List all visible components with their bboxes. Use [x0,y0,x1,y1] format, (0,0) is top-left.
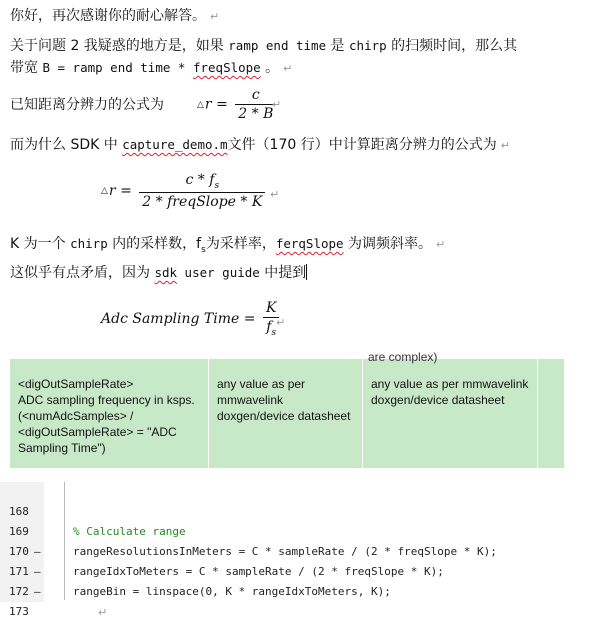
question-line-2 [10,58,292,79]
line-number: 171 [9,565,29,578]
text-segment: 是 [326,38,350,54]
numerator: c [251,87,260,103]
definition-line [10,234,445,260]
table-cell-text: any value as per mmwavelink doxgen/device datasheet [217,377,351,423]
fraction [139,172,265,210]
code-text: rangeIdxToMeters = C * sampleRate / (2 * freqSlope * K); [73,565,444,578]
table-cell [363,359,538,468]
code-term: ramp end time [228,38,327,53]
table-cell [10,359,209,468]
paragraph-mark-icon: ↵ [270,188,280,201]
line-number: 168 [9,505,29,518]
greeting-text: 你好，再次感谢你的耐心解答。 [10,8,206,24]
text-segment: 内的采样数，f [107,236,202,252]
sdk-question-line [10,135,510,156]
subscript: s [271,327,277,338]
text-segment: 带宽 [10,60,43,76]
paragraph-mark-icon: ↵ [436,238,446,251]
text-segment: 为调频斜率。 [343,236,433,252]
numerator [183,172,223,192]
greeting-line [10,6,219,27]
denominator: 2 * B [235,104,276,122]
line-marker: — [34,545,41,558]
equals-sign: = [120,182,132,199]
spellcheck-word: sdk [154,265,178,280]
paragraph-mark-icon: ↵ [500,139,510,152]
paragraph-mark-icon: ↵ [98,606,108,619]
numerator: K [265,300,277,316]
text-segment: 而为什么 SDK 中 [10,137,123,153]
formula-sdk-range-resolution [101,172,268,210]
text-segment: K 为一个 [10,236,71,252]
line-number: 172 [9,585,29,598]
code-line [0,482,29,518]
code-text: rangeBin = linspace(0, K * rangeIdxToMeters, K); [73,585,391,598]
formula-lhs: Adc Sampling Time [101,310,240,327]
line-marker: — [34,565,41,578]
line-marker: — [34,585,41,598]
paragraph-mark-icon: ↵ [210,10,220,23]
line-number: 173 [9,605,29,618]
contradiction-line [10,263,307,283]
numerator-text: c * f [185,172,215,188]
text-segment: 这似乎有点矛盾，因为 [10,265,155,281]
text-segment: 中提到 [259,265,307,281]
text-segment: 的扫频时间，那么其 [386,38,518,54]
formula-range-resolution [197,87,282,122]
code-text: rangeResolutionsInMeters = C * sampleRate / (2 * freqSlope * K); [73,545,497,558]
code-fold-line [64,482,65,600]
user-guide-table-snippet [10,350,564,468]
question-line-1 [10,36,517,56]
spellcheck-word: freqSlope [192,60,261,75]
denominator-text: f [266,319,272,335]
code-term: B = ramp end time * [42,60,193,75]
delta-symbol: △ [101,185,108,196]
denominator: 2 * freqSlope * K [139,192,265,210]
code-line [0,502,186,538]
formula-lhs: r [204,96,212,113]
spellcheck-word: ferqSlope [275,236,344,251]
code-term: user guide [177,265,260,280]
delta-symbol: △ [197,99,204,110]
text-segment: 关于问题 2 我疑惑的地方是，如果 [10,38,229,54]
code-term: chirp [70,236,108,251]
cut-off-text: are complex) [368,350,438,364]
paragraph-mark-icon: ↵ [272,98,282,111]
text-cursor [306,264,307,280]
table-cell-text: <digOutSampleRate> ADC sampling frequency in ksps. (<numAdcSamples> / <digOutSampleRate> = "ADC Sampling Time") [18,377,195,455]
paragraph-mark-icon: ↵ [283,62,293,75]
line-number: 170 [9,545,29,558]
fraction [235,87,276,122]
code-comment: % Calculate range [73,525,186,538]
text-segment: 为采样率， [205,236,276,252]
equals-sign: = [216,96,228,113]
text-segment: 文件（170 行）中计算距离分辨力的公式为 [227,137,497,153]
table-cell-text: any value as per mmwavelink doxgen/device datasheet [371,377,529,407]
text-segment: 已知距离分辨力的公式为 [10,97,164,113]
equals-sign: = [243,310,256,327]
code-line [0,582,29,618]
formula-lhs: r [108,182,116,199]
subscript: s [214,180,220,191]
table-cell [209,359,363,468]
spellcheck-word: capture_demo.m [122,137,228,152]
text-segment: 。 [260,60,280,76]
code-term: chirp [349,38,387,53]
line-number: 169 [9,525,29,538]
known-formula-line [10,95,164,115]
code-editor-snippet [0,482,605,618]
subscript: s [201,244,206,255]
table-cell [538,359,564,468]
formula-adc-sampling-time [101,300,282,338]
paragraph-mark-icon: ↵ [276,316,286,329]
